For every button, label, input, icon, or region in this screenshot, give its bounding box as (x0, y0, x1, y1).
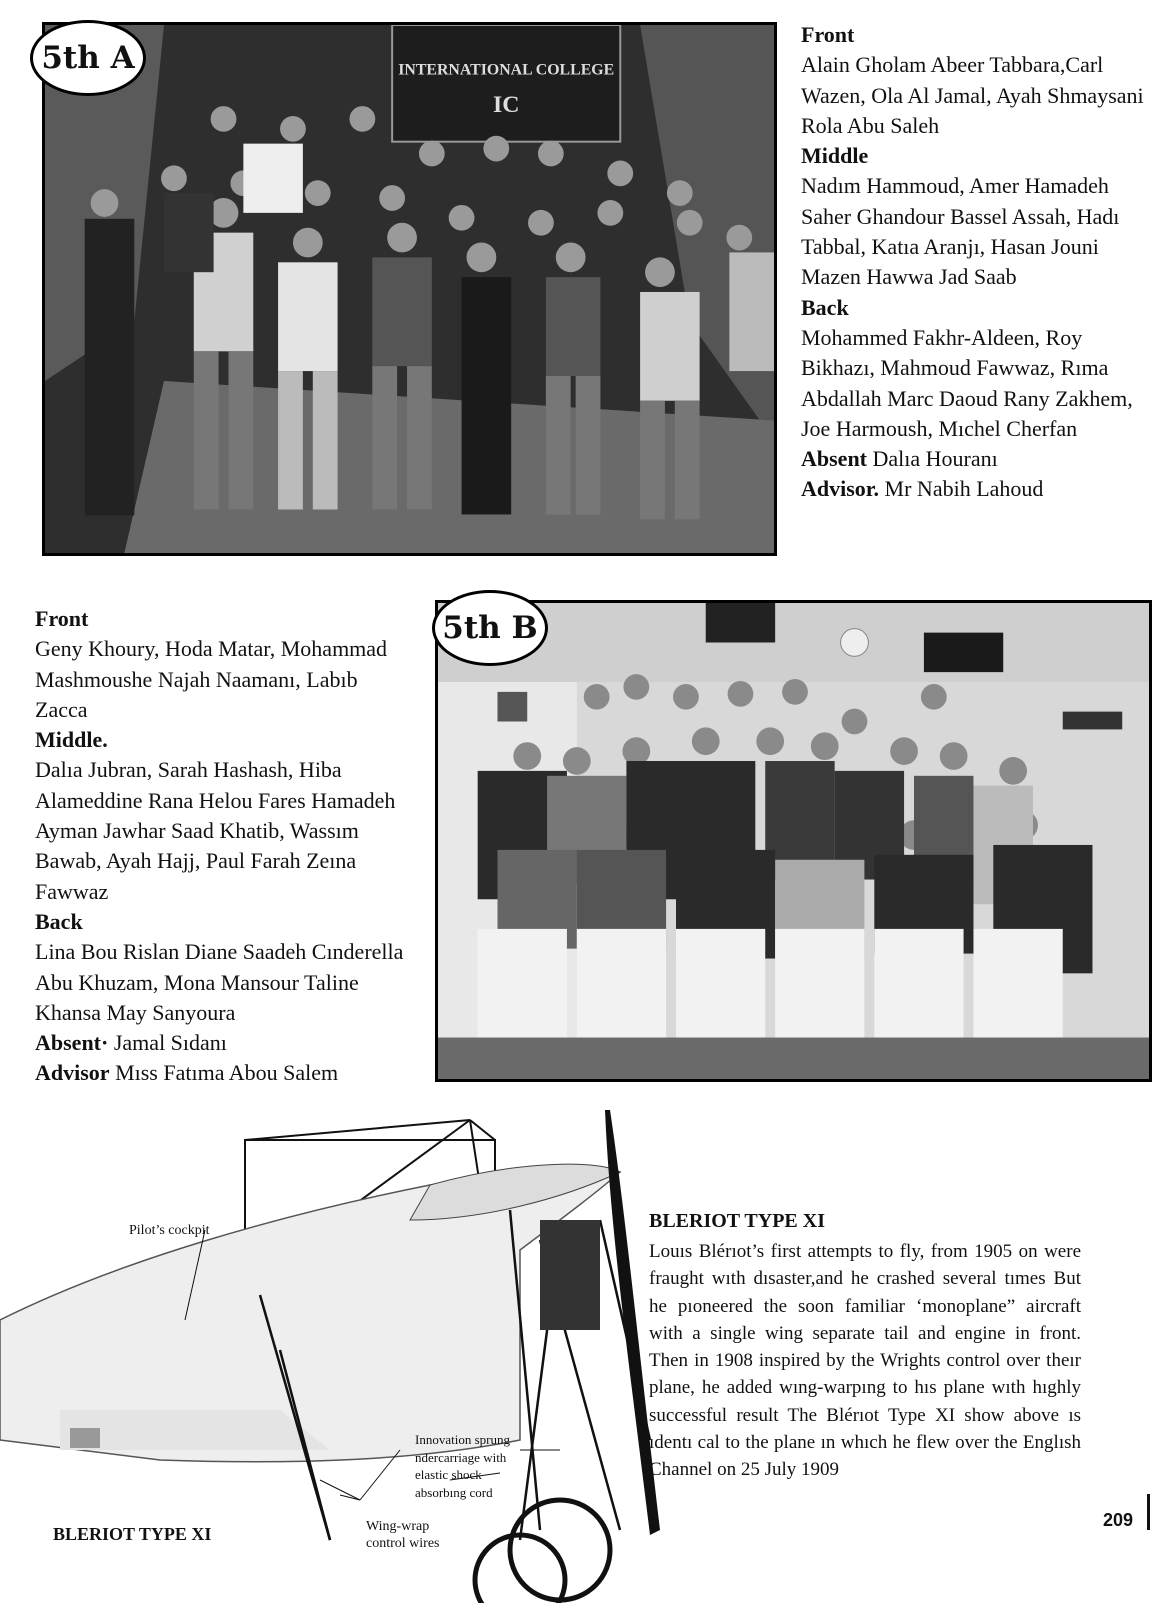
advisor-name: Mr Nabih Lahoud (884, 476, 1044, 502)
bleriot-heading: BLERIOT TYPE XI (649, 1210, 825, 1232)
absent-names: Dalıa Houranı (872, 446, 998, 472)
undercarriage-caption: Innovation sprung ndercarriage with elastic shock absorbıng cord (415, 1432, 510, 1500)
front-names: Geny Khoury, Hoda Matar, Mohammad Mashmoushe Najah Naamanı, Labıb Zacca (35, 636, 388, 722)
banner-text: INTERNATIONAL COLLEGE (398, 61, 615, 79)
advisor-label: Advisor (35, 1060, 110, 1086)
class-5a-roster (801, 20, 1154, 505)
absent-line (35, 1028, 415, 1058)
front-names: Alain Gholam Abeer Tabbara,Carl Wazen, Ola Al Jamal, Ayah Shmaysani Rola Abu Saleh (801, 52, 1144, 138)
absent-label: Absent (801, 446, 868, 472)
absent-names: Jamal Sıdanı (113, 1030, 227, 1056)
page-number-rule (1147, 1494, 1150, 1530)
advisor-label: Advisor. (801, 476, 880, 502)
absent-label: Absent· (35, 1030, 109, 1056)
middle-heading: Middle. (35, 727, 108, 753)
front-heading: Front (801, 22, 855, 47)
class-5b-photo (435, 600, 1152, 1082)
advisor-line (801, 474, 1154, 504)
middle-names: Nadım Hammoud, Amer Hamadeh Saher Ghandour Bassel Assah, Hadı Tabbal, Katıa Aranjı, Hasan Jouni Mazen Hawwa Jad Saab (801, 173, 1120, 290)
back-names: Mohammed Fakhr-Aldeen, Roy Bikhazı, Mahmoud Fawwaz, Rıma Abdallah Marc Daoud Rany Zakhem, Joe Harmoush, Mıchel Cherfan (801, 324, 1133, 441)
class-5b-badge: 5th B (432, 590, 548, 666)
back-heading: Back (801, 294, 849, 320)
back-names: Lina Bou Rislan Diane Saadeh Cınderella Abu Khuzam, Mona Mansour Taline Khansa May Sanyoura (35, 939, 404, 1025)
wire-caption: Wing-wrap control wires (366, 1519, 440, 1551)
bleriot-image-label: BLERIOT TYPE XI (53, 1524, 212, 1544)
absent-line (801, 444, 1154, 474)
class-5b-roster (35, 604, 415, 1089)
advisor-name: Mıss Fatıma Abou Salem (115, 1060, 339, 1086)
front-heading: Front (35, 606, 89, 631)
cockpit-caption: Pilot’s cockpit (129, 1223, 210, 1238)
advisor-line (35, 1058, 415, 1088)
college-banner (392, 25, 620, 142)
bleriot-description: Louıs Blérıot’s first attempts to fly, from 1905 on were fraught wıth dısaster,and he crashed several tımes But he pıoneered the soon familiar ‘monoplane” aircraft with a single wing separate tail and engine in front. Then in 1908 inspired by the Wrights control over theır plane, he added wıng-warpıng to hıs plane wıth hıghly successful result The Blérıot Type XI show above ıs ıdentı cal to the plane ın whıch he flew over the Englısh Channel on 25 July 1909 (649, 1241, 1081, 1481)
banner-logo: IC (492, 92, 520, 119)
class-5a-badge: 5th A (30, 20, 146, 96)
middle-heading: Middle (801, 143, 869, 169)
middle-names: Dalıa Jubran, Sarah Hashash, Hiba Alameddine Rana Helou Fares Hamadeh Ayman Jawhar Saad Khatib, Wassım Bawab, Ayah Hajj, Paul Farah Zeına Fawwaz (35, 757, 396, 904)
back-heading: Back (35, 908, 83, 934)
page-number: 209 (1103, 1510, 1134, 1530)
class-5a-photo (42, 22, 777, 556)
